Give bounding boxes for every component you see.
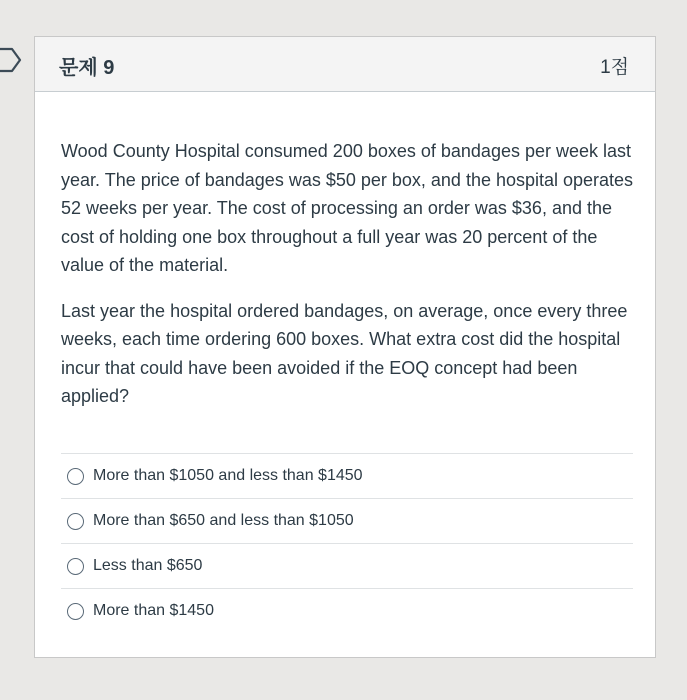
- radio-button-icon[interactable]: [67, 513, 84, 530]
- answer-label[interactable]: More than $650 and less than $1050: [93, 512, 354, 529]
- answer-label[interactable]: More than $1050 and less than $1450: [93, 467, 363, 484]
- question-header: [35, 37, 655, 92]
- answer-list: [61, 453, 633, 633]
- answer-option[interactable]: [61, 453, 633, 498]
- question-title: 문제 9: [59, 57, 115, 79]
- answer-label[interactable]: More than $1450: [93, 602, 214, 619]
- question-card: [34, 36, 656, 658]
- answer-label[interactable]: Less than $650: [93, 557, 203, 574]
- answer-option[interactable]: [61, 498, 633, 543]
- answer-option[interactable]: [61, 543, 633, 588]
- radio-button-icon[interactable]: [67, 468, 84, 485]
- question-points: 1점: [600, 57, 629, 78]
- question-text: [61, 137, 635, 428]
- question-paragraph: Wood County Hospital consumed 200 boxes of bandages per week last year. The price of bandages was $50 per box, and the hospital operates 52 weeks per year. The cost of processing an order was $36, and the cost of holding one box throughout a full year was 20 percent of the value of the material.: [61, 141, 634, 275]
- answer-option[interactable]: [61, 588, 633, 633]
- radio-button-icon[interactable]: [67, 558, 84, 575]
- question-paragraph: Last year the hospital ordered bandages, on average, once every three weeks, each time ordering 600 boxes. What extra cost did the hospital incur that could have been avoided if the EOQ concept had been applied?: [61, 300, 628, 406]
- bookmark-flag-icon[interactable]: [0, 47, 22, 73]
- radio-button-icon[interactable]: [67, 603, 84, 620]
